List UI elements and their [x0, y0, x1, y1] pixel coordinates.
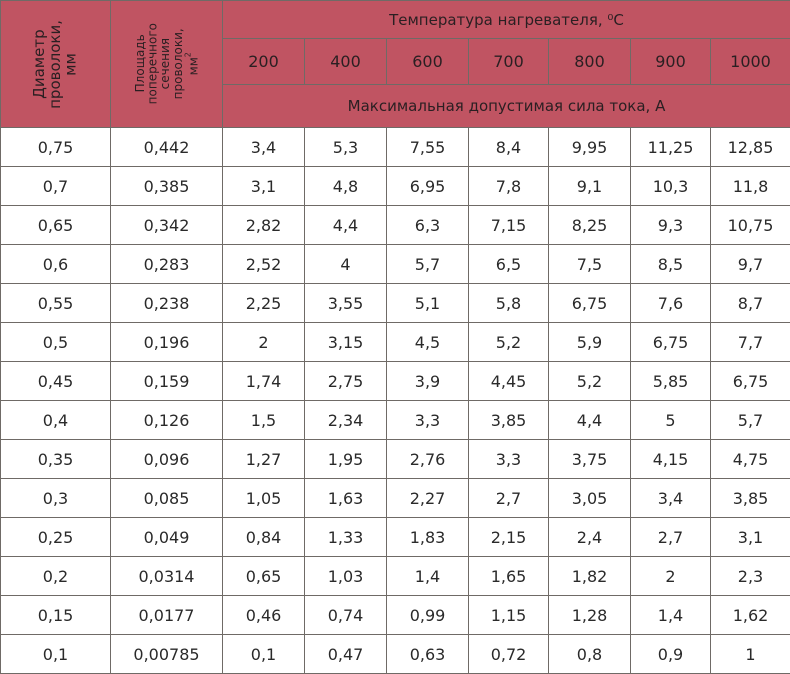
- cell-current: 2,7: [631, 518, 711, 557]
- header-temperature: 800: [549, 39, 631, 85]
- cell-area: 0,385: [111, 167, 223, 206]
- cell-current: 0,84: [223, 518, 305, 557]
- cell-current: 5: [631, 401, 711, 440]
- cell-current: 1,62: [711, 596, 790, 635]
- cell-current: 1,74: [223, 362, 305, 401]
- cell-current: 4,15: [631, 440, 711, 479]
- cell-current: 7,7: [711, 323, 790, 362]
- header-diameter-line: мм: [63, 20, 79, 109]
- cell-current: 11,25: [631, 128, 711, 167]
- table-row: [1, 479, 790, 518]
- cell-current: 6,75: [711, 362, 790, 401]
- cell-current: 4,75: [711, 440, 790, 479]
- cell-area: 0,196: [111, 323, 223, 362]
- cell-current: 1,27: [223, 440, 305, 479]
- cell-diameter: 0,5: [1, 323, 111, 362]
- cell-current: 8,7: [711, 284, 790, 323]
- cell-current: 3,1: [711, 518, 790, 557]
- cell-current: 1,33: [305, 518, 387, 557]
- cell-current: 1,28: [549, 596, 631, 635]
- cell-current: 2,82: [223, 206, 305, 245]
- cell-current: 0,9: [631, 635, 711, 674]
- cell-current: 0,65: [223, 557, 305, 596]
- cell-current: 0,72: [469, 635, 549, 674]
- header-area-line: проволоки,: [171, 23, 184, 104]
- cell-current: 1,05: [223, 479, 305, 518]
- cell-area: 0,238: [111, 284, 223, 323]
- cell-current: 1,63: [305, 479, 387, 518]
- cell-current: 2,4: [549, 518, 631, 557]
- cell-area: 0,0314: [111, 557, 223, 596]
- cell-diameter: 0,2: [1, 557, 111, 596]
- cell-current: 4,4: [549, 401, 631, 440]
- cell-current: 4,4: [305, 206, 387, 245]
- cell-current: 3,4: [631, 479, 711, 518]
- table-row: [1, 596, 790, 635]
- header-area-line: Площадь: [134, 23, 147, 104]
- cell-area: 0,159: [111, 362, 223, 401]
- cell-current: 1,4: [387, 557, 469, 596]
- header-temperature-title: Температура нагревателя, ⁰С: [223, 1, 790, 39]
- cell-area: 0,283: [111, 245, 223, 284]
- cell-current: 2,75: [305, 362, 387, 401]
- cell-current: 5,9: [549, 323, 631, 362]
- header-temperature: 200: [223, 39, 305, 85]
- cell-diameter: 0,1: [1, 635, 111, 674]
- header-temperature: 900: [631, 39, 711, 85]
- cell-current: 7,5: [549, 245, 631, 284]
- header-temperature: 600: [387, 39, 469, 85]
- cell-current: 2,3: [711, 557, 790, 596]
- cell-diameter: 0,45: [1, 362, 111, 401]
- table-row: [1, 167, 790, 206]
- cell-current: 6,75: [631, 323, 711, 362]
- cell-diameter: 0,55: [1, 284, 111, 323]
- table-row: [1, 284, 790, 323]
- cell-area: 0,049: [111, 518, 223, 557]
- header-diameter-line: проволоки,: [48, 20, 64, 109]
- header-area-unit: мм: [186, 57, 200, 75]
- cell-current: 4,45: [469, 362, 549, 401]
- cell-current: 3,85: [469, 401, 549, 440]
- cell-current: 0,8: [549, 635, 631, 674]
- cell-current: 5,3: [305, 128, 387, 167]
- cell-diameter: 0,15: [1, 596, 111, 635]
- cell-current: 2: [631, 557, 711, 596]
- cell-current: 6,75: [549, 284, 631, 323]
- cell-area: 0,085: [111, 479, 223, 518]
- table-row: [1, 518, 790, 557]
- cell-diameter: 0,65: [1, 206, 111, 245]
- cell-current: 6,95: [387, 167, 469, 206]
- cell-current: 8,25: [549, 206, 631, 245]
- header-area-line: сечения: [159, 23, 172, 104]
- cell-diameter: 0,4: [1, 401, 111, 440]
- cell-current: 5,1: [387, 284, 469, 323]
- table-row: [1, 323, 790, 362]
- cell-current: 2,27: [387, 479, 469, 518]
- cell-current: 9,3: [631, 206, 711, 245]
- cell-diameter: 0,3: [1, 479, 111, 518]
- cell-current: 8,4: [469, 128, 549, 167]
- cell-current: 0,1: [223, 635, 305, 674]
- header-area-sup: 2: [183, 52, 192, 57]
- header-temperature: 400: [305, 39, 387, 85]
- header-temperature: 700: [469, 39, 549, 85]
- cell-area: 0,342: [111, 206, 223, 245]
- header-diameter-line: Диаметр: [32, 20, 48, 109]
- cell-current: 3,3: [469, 440, 549, 479]
- table-row: [1, 401, 790, 440]
- cell-area: 0,00785: [111, 635, 223, 674]
- table-header: [1, 1, 790, 128]
- cell-current: 4: [305, 245, 387, 284]
- cell-current: 9,1: [549, 167, 631, 206]
- cell-area: 0,126: [111, 401, 223, 440]
- cell-current: 8,5: [631, 245, 711, 284]
- cell-current: 4,5: [387, 323, 469, 362]
- table-row: [1, 128, 790, 167]
- cell-current: 1,03: [305, 557, 387, 596]
- cell-current: 9,95: [549, 128, 631, 167]
- cell-current: 5,7: [711, 401, 790, 440]
- table-row: [1, 245, 790, 284]
- cell-current: 5,2: [549, 362, 631, 401]
- cell-current: 1,4: [631, 596, 711, 635]
- cell-current: 3,1: [223, 167, 305, 206]
- cell-current: 7,6: [631, 284, 711, 323]
- cell-current: 2,34: [305, 401, 387, 440]
- cell-current: 3,55: [305, 284, 387, 323]
- table-row: [1, 440, 790, 479]
- header-current-title: Максимальная допустимая сила тока, А: [223, 85, 790, 128]
- cell-current: 0,99: [387, 596, 469, 635]
- cell-current: 5,85: [631, 362, 711, 401]
- cell-current: 2: [223, 323, 305, 362]
- header-area-line: [184, 23, 200, 104]
- cell-diameter: 0,75: [1, 128, 111, 167]
- cell-current: 6,3: [387, 206, 469, 245]
- cell-current: 7,55: [387, 128, 469, 167]
- cell-area: 0,0177: [111, 596, 223, 635]
- cell-current: 3,05: [549, 479, 631, 518]
- cell-current: 10,75: [711, 206, 790, 245]
- cell-current: 7,15: [469, 206, 549, 245]
- cell-diameter: 0,35: [1, 440, 111, 479]
- cell-current: 5,7: [387, 245, 469, 284]
- cell-diameter: 0,25: [1, 518, 111, 557]
- cell-current: 0,47: [305, 635, 387, 674]
- cell-current: 2,52: [223, 245, 305, 284]
- cell-current: 3,75: [549, 440, 631, 479]
- cell-current: 1,5: [223, 401, 305, 440]
- table-row: [1, 362, 790, 401]
- cell-current: 0,63: [387, 635, 469, 674]
- cell-current: 9,7: [711, 245, 790, 284]
- cell-diameter: 0,6: [1, 245, 111, 284]
- cell-area: 0,096: [111, 440, 223, 479]
- cell-current: 2,76: [387, 440, 469, 479]
- cell-current: 0,74: [305, 596, 387, 635]
- cell-current: 3,15: [305, 323, 387, 362]
- cell-current: 11,8: [711, 167, 790, 206]
- cell-current: 1,95: [305, 440, 387, 479]
- cell-diameter: 0,7: [1, 167, 111, 206]
- cell-current: 3,4: [223, 128, 305, 167]
- cell-current: 1,82: [549, 557, 631, 596]
- cell-current: 10,3: [631, 167, 711, 206]
- cell-current: 1,83: [387, 518, 469, 557]
- cell-current: 3,85: [711, 479, 790, 518]
- cell-current: 2,15: [469, 518, 549, 557]
- cell-current: 3,9: [387, 362, 469, 401]
- cell-current: 5,8: [469, 284, 549, 323]
- header-area-line: поперечного: [146, 23, 159, 104]
- header-area: [111, 1, 223, 128]
- cell-current: 12,85: [711, 128, 790, 167]
- cell-current: 3,3: [387, 401, 469, 440]
- cell-area: 0,442: [111, 128, 223, 167]
- header-diameter: [1, 1, 111, 128]
- table-row: [1, 557, 790, 596]
- cell-current: 1,65: [469, 557, 549, 596]
- cell-current: 5,2: [469, 323, 549, 362]
- cell-current: 1: [711, 635, 790, 674]
- cell-current: 2,7: [469, 479, 549, 518]
- header-temperature: 1000: [711, 39, 790, 85]
- table-row: [1, 206, 790, 245]
- cell-current: 6,5: [469, 245, 549, 284]
- table-body: [1, 128, 790, 674]
- cell-current: 1,15: [469, 596, 549, 635]
- cell-current: 2,25: [223, 284, 305, 323]
- cell-current: 7,8: [469, 167, 549, 206]
- cell-current: 0,46: [223, 596, 305, 635]
- cell-current: 4,8: [305, 167, 387, 206]
